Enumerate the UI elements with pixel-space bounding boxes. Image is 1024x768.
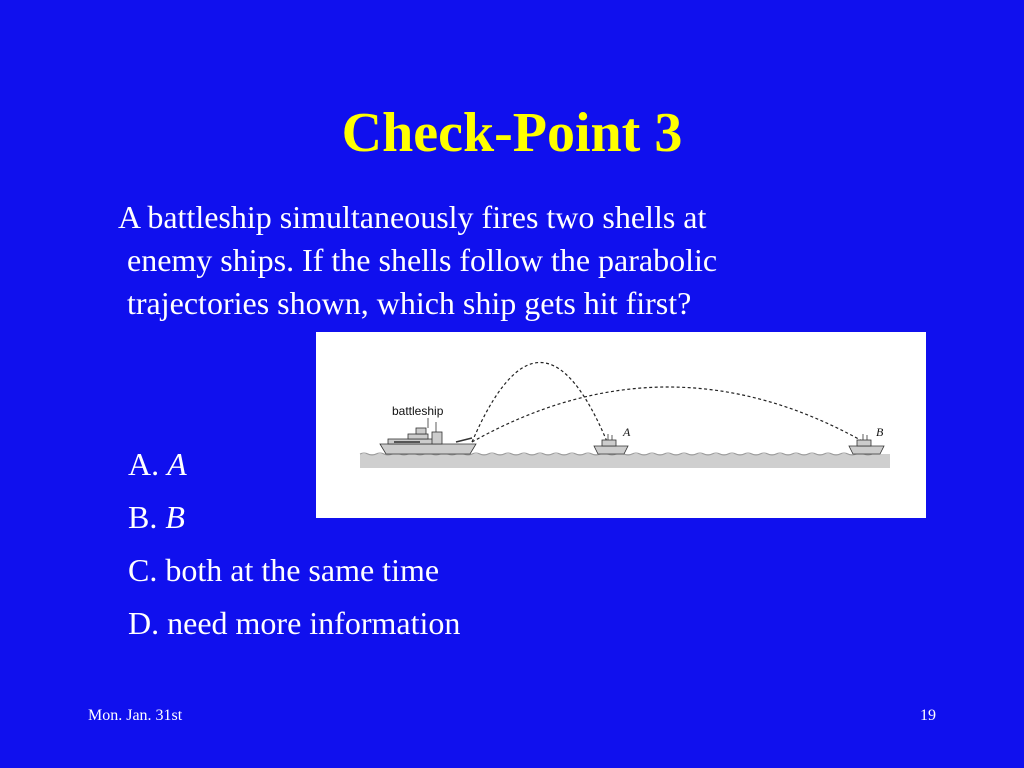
option-c[interactable] — [128, 544, 460, 597]
option-c-text: both at the same time — [165, 552, 440, 588]
answer-options — [128, 438, 460, 650]
option-d-text: need more information — [167, 605, 461, 641]
option-b-text: B — [165, 499, 185, 535]
option-d[interactable] — [128, 597, 460, 650]
ship-b-label: B — [876, 425, 884, 439]
option-a-text: A — [167, 446, 187, 482]
option-d-prefix: D. — [128, 605, 168, 641]
question-line-1: A battleship simultaneously fires two shells at — [118, 199, 707, 235]
option-b[interactable] — [128, 491, 460, 544]
option-c-prefix: C. — [128, 552, 166, 588]
question-text — [118, 196, 878, 325]
question-line-3: trajectories shown, which ship gets hit first? — [127, 285, 692, 321]
option-a-prefix: A. — [128, 446, 168, 482]
page-number: 19 — [920, 707, 936, 724]
battleship-label: battleship — [392, 404, 444, 418]
footer-date: Mon. Jan. 31st — [88, 707, 183, 724]
option-b-prefix: B. — [128, 499, 166, 535]
option-a[interactable] — [128, 438, 460, 491]
question-line-2: enemy ships. If the shells follow the parabolic — [127, 242, 718, 278]
slide-title: Check-Point 3 — [341, 102, 683, 164]
trajectory-to-b — [472, 387, 864, 442]
ship-a-label: A — [623, 425, 631, 439]
